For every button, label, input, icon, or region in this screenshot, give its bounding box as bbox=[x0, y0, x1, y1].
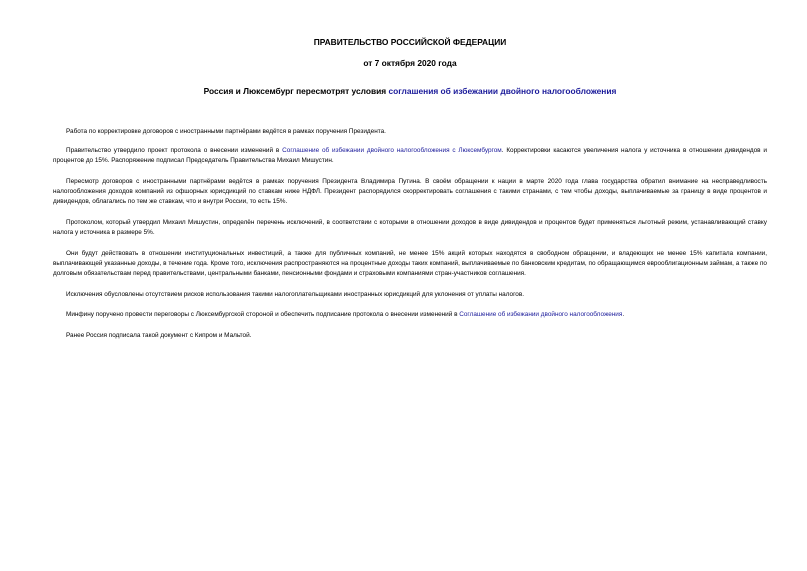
paragraph-1: Работа по корректировке договоров с иностранными партнёрами ведётся в рамках поручения Президента. bbox=[66, 128, 386, 135]
document-title-text: Россия и Люксембург пересмотрят условия bbox=[203, 86, 389, 96]
paragraph-7-text-b: . bbox=[622, 311, 625, 318]
document-title-link[interactable]: соглашения об избежании двойного налогообложения bbox=[388, 86, 617, 96]
paragraph-2 bbox=[53, 146, 767, 166]
paragraph-7 bbox=[53, 310, 767, 320]
agreement-luxembourg-link[interactable]: Соглашение об избежании двойного налогообложения с Люксембургом bbox=[282, 147, 502, 154]
document-date: от 7 октября 2020 года bbox=[363, 58, 457, 68]
paragraph-3: Пересмотр договоров с иностранными партнёрами ведётся в рамках поручения Президента Владимира Путина. В своём обращении к нации в марте 2020 года глава государства обратил внимание на несправедливость налогообложения доходов компаний из офшорных юрисдикций по ставкам ниже НДФЛ. Президент распорядился скорректировать соглашения с такими странами, с тем чтобы доходы, выплачиваемые за границу в виде процентов и дивидендов, облагались по тем же ставкам, что и внутри России, то есть 15%. bbox=[53, 178, 767, 205]
paragraph-5: Они будут действовать в отношении институциональных инвестиций, а также для публичных компаний, не менее 15% акций которых находятся в свободном обращении, и владеющих не менее 15% капитала компании, выплачивающей указанные доходы, в течение года. Кроме того, исключения распространяются на процентные доходы таких компаний, выплачиваемые по банковским кредитам, по обращающимся еврооблигационным займам, а также по долговым обязательствам перед правительствами, центральными банками, пенсионными фондами и страховыми компаниями стран-участников соглашения. bbox=[53, 250, 767, 277]
paragraph-4: Протоколом, который утвердил Михаил Мишустин, определён перечень исключений, в соответствии с которыми в отношении доходов в виде дивидендов и процентов будет применяться льготный режим, устанавливающий ставку налога у источника в размере 5%. bbox=[53, 219, 767, 236]
paragraph-2-text-b: . Корректировки касаются увеличения налога у источника в отношении дивидендов и процентов до 15%. Распоряжение подписал Председатель Правительства Михаил Мишустин. bbox=[53, 147, 767, 164]
document-issuer: ПРАВИТЕЛЬСТВО РОССИЙСКОЙ ФЕДЕРАЦИИ bbox=[313, 37, 507, 47]
document-title bbox=[53, 86, 767, 97]
paragraph-6: Исключения обусловлены отсутствием рисков использования такими налогоплательщиками иностранных юрисдикций для уклонения от уплаты налогов. bbox=[66, 291, 524, 298]
paragraph-7-text-a: Минфину поручено провести переговоры с Люксембургской стороной и обеспечить подписание протокола о внесении изменений в bbox=[66, 311, 460, 318]
agreement-link[interactable]: Соглашение об избежании двойного налогообложения bbox=[459, 311, 623, 318]
paragraph-8: Ранее Россия подписала такой документ с Кипром и Мальтой. bbox=[66, 332, 252, 339]
paragraph-2-text-a: Правительство утвердило проект протокола о внесении изменений в bbox=[66, 147, 283, 154]
